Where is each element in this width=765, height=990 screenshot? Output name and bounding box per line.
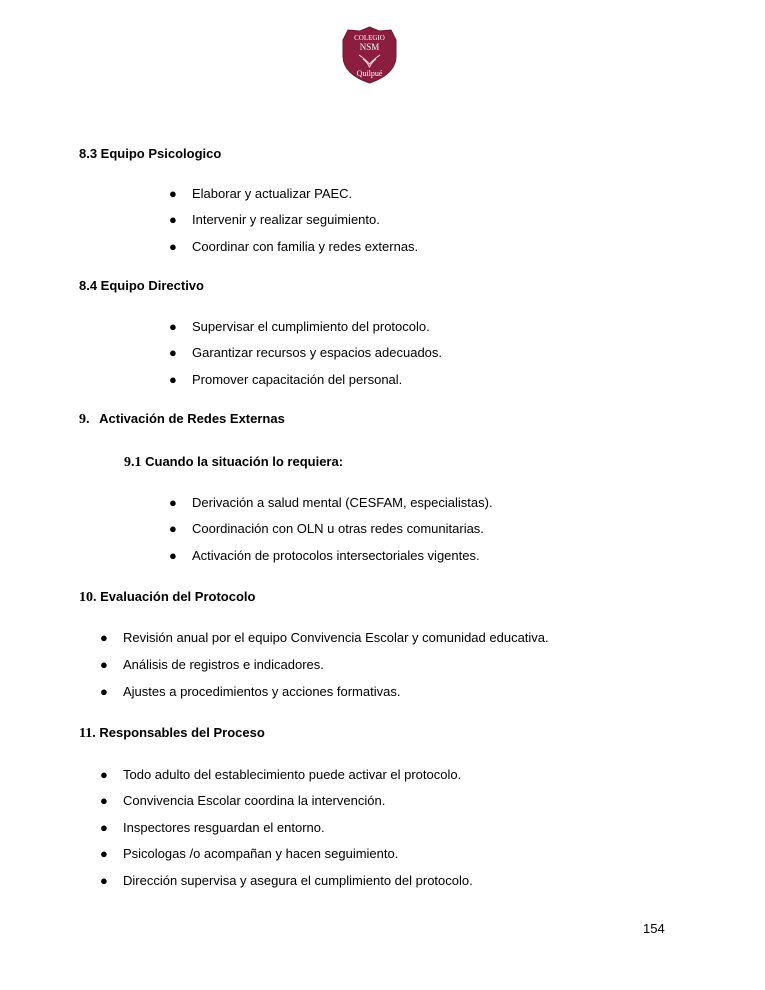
list-item: Activación de protocolos intersectoriales vigentes.: [192, 548, 480, 563]
section-title: Cuando la situación lo requiera:: [145, 454, 344, 469]
bullet-icon: ●: [169, 186, 177, 201]
list-item: Promover capacitación del personal.: [192, 372, 403, 387]
bullet-icon: ●: [169, 212, 177, 227]
section-heading: [79, 589, 255, 606]
bullet-icon: ●: [100, 873, 108, 888]
bullet-icon: ●: [169, 239, 177, 254]
school-logo: [341, 26, 398, 84]
list-item: Ajustes a procedimientos y acciones formativas.: [123, 684, 401, 699]
bullet-icon: ●: [100, 657, 108, 672]
section-title: Responsables del Proceso: [99, 725, 265, 740]
bullet-icon: ●: [100, 684, 108, 699]
list-item: Coordinación con OLN u otras redes comunitarias.: [192, 521, 484, 536]
logo-line3: Quilpué: [356, 69, 383, 78]
bullet-icon: ●: [100, 630, 108, 645]
bullet-icon: ●: [100, 846, 108, 861]
list-item: Dirección supervisa y asegura el cumplimiento del protocolo.: [123, 873, 473, 888]
section-title: Evaluación del Protocolo: [100, 589, 256, 604]
list-item: Convivencia Escolar coordina la intervención.: [123, 793, 386, 808]
list-item: Derivación a salud mental (CESFAM, especialistas).: [192, 495, 493, 510]
list-item: Intervenir y realizar seguimiento.: [192, 212, 380, 227]
bullet-icon: ●: [100, 820, 108, 835]
bullet-icon: ●: [169, 345, 177, 360]
list-item: Garantizar recursos y espacios adecuados.: [192, 345, 443, 360]
page-number: 154: [643, 921, 665, 936]
bullet-icon: ●: [169, 372, 177, 387]
section-number: 10.: [79, 590, 97, 605]
logo-line2: NSM: [359, 42, 380, 52]
section-heading: [79, 411, 285, 428]
list-item: Todo adulto del establecimiento puede activar el protocolo.: [123, 767, 462, 782]
list-item: Análisis de registros e indicadores.: [123, 657, 324, 672]
list-item: Coordinar con familia y redes externas.: [192, 239, 419, 254]
bullet-icon: ●: [100, 767, 108, 782]
logo-line1: COLEGIO: [354, 34, 385, 42]
list-item: Inspectores resguardan el entorno.: [123, 820, 325, 835]
list-item: Elaborar y actualizar PAEC.: [192, 186, 353, 201]
bullet-icon: ●: [169, 521, 177, 536]
section-heading: [79, 725, 265, 742]
bullet-icon: ●: [169, 548, 177, 563]
bullet-icon: ●: [169, 495, 177, 510]
section-number: 11.: [79, 726, 96, 741]
list-item: Revisión anual por el equipo Convivencia Escolar y comunidad educativa.: [123, 630, 549, 645]
bullet-icon: ●: [169, 319, 177, 334]
section-title: Activación de Redes Externas: [99, 411, 285, 426]
subsection-heading: [124, 454, 343, 471]
list-item: Supervisar el cumplimiento del protocolo.: [192, 319, 430, 334]
section-number: 9.: [79, 412, 90, 427]
section-heading: 8.3 Equipo Psicologico: [79, 146, 222, 161]
bullet-icon: ●: [100, 793, 108, 808]
section-number: 9.1: [124, 455, 142, 470]
section-heading: 8.4 Equipo Directivo: [79, 278, 204, 293]
list-item: Psicologas /o acompañan y hacen seguimiento.: [123, 846, 399, 861]
